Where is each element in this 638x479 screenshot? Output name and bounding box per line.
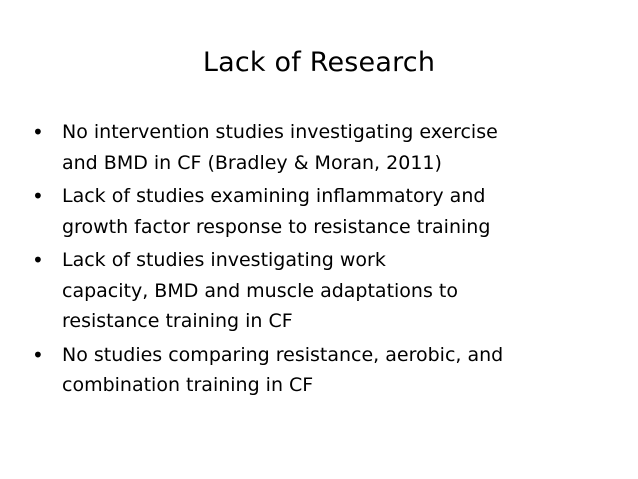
bullet-marker-icon: • bbox=[32, 342, 44, 367]
bullet-text-line: growth factor response to resistance training bbox=[62, 215, 491, 238]
bullet-text-line: combination training in CF bbox=[62, 374, 314, 396]
bullet-text-line: No intervention studies investigating exercise bbox=[62, 121, 498, 143]
bullet-text-line: and BMD in CF (Bradley & Moran, 2011) bbox=[62, 151, 442, 174]
bullet-marker-icon: • bbox=[32, 248, 44, 272]
bullet-text-line: capacity, BMD and muscle adaptations to bbox=[62, 279, 458, 302]
bullet-text-line: Lack of studies investigating work bbox=[62, 249, 386, 271]
slide-title: Lack of Research bbox=[202, 47, 436, 78]
bullet-text-line: Lack of studies examining inflammatory and bbox=[62, 185, 486, 207]
bullet-marker-icon: • bbox=[32, 184, 44, 208]
bullet-list bbox=[32, 117, 612, 404]
bullet-text-line: No studies comparing resistance, aerobic, and bbox=[62, 343, 504, 366]
bullet-item bbox=[32, 245, 612, 337]
bullet-text-line: resistance training in CF bbox=[62, 310, 293, 332]
bullet-item bbox=[32, 117, 612, 178]
bullet-marker-icon: • bbox=[32, 120, 44, 144]
bullet-item bbox=[32, 340, 612, 401]
bullet-item bbox=[32, 181, 612, 242]
